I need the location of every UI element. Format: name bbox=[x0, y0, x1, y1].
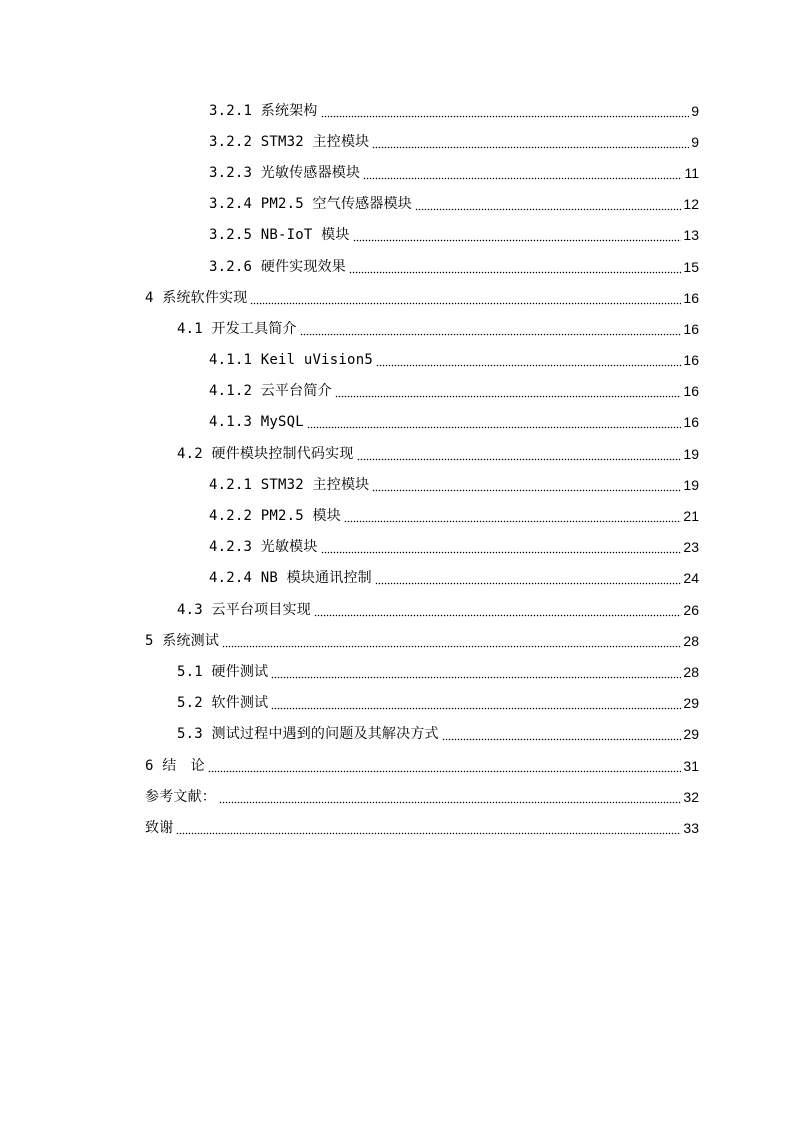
toc-dot-leader bbox=[376, 353, 681, 367]
toc-entry-page-number: 16 bbox=[683, 289, 699, 306]
toc-entry-title: 3.2.4 PM2.5 空气传感器模块 bbox=[209, 196, 412, 213]
toc-entry-title: 4.2 硬件模块控制代码实现 bbox=[177, 445, 354, 462]
toc-entry-title: 4.3 云平台项目实现 bbox=[177, 601, 311, 618]
toc-entry[interactable] bbox=[0, 469, 793, 500]
toc-entry-page-number: 26 bbox=[683, 601, 699, 618]
toc-dot-leader bbox=[271, 696, 681, 710]
toc-entry-title: 3.2.5 NB-IoT 模块 bbox=[209, 227, 350, 244]
toc-entry[interactable] bbox=[0, 376, 793, 407]
toc-entry[interactable] bbox=[0, 625, 793, 656]
toc-entry[interactable] bbox=[0, 220, 793, 251]
toc-entry-title: 5.1 硬件测试 bbox=[177, 663, 269, 680]
toc-entry-title: 4.1 开发工具简介 bbox=[177, 320, 297, 337]
toc-dot-leader bbox=[349, 260, 681, 274]
toc-entry[interactable] bbox=[0, 688, 793, 719]
toc-dot-leader bbox=[353, 228, 682, 242]
toc-entry-title: 3.2.1 系统架构 bbox=[209, 102, 318, 119]
toc-entry[interactable] bbox=[0, 95, 793, 126]
toc-dot-leader bbox=[300, 322, 682, 336]
toc-entry[interactable] bbox=[0, 500, 793, 531]
table-of-contents bbox=[0, 95, 793, 844]
toc-entry-page-number: 16 bbox=[683, 320, 699, 337]
toc-entry-title: 4.2.4 NB 模块通讯控制 bbox=[209, 570, 372, 587]
toc-dot-leader bbox=[442, 727, 682, 741]
toc-entry-page-number: 11 bbox=[684, 164, 699, 181]
toc-entry-page-number: 29 bbox=[683, 695, 699, 712]
toc-entry[interactable] bbox=[0, 656, 793, 687]
toc-entry-title: 3.2.3 光敏传感器模块 bbox=[209, 164, 361, 181]
toc-entry-page-number: 21 bbox=[683, 508, 699, 525]
toc-entry-title: 6 结 论 bbox=[145, 757, 205, 774]
toc-entry-page-number: 33 bbox=[683, 819, 699, 836]
toc-entry-title: 3.2.6 硬件实现效果 bbox=[209, 258, 346, 275]
toc-entry[interactable] bbox=[0, 157, 793, 188]
toc-entry[interactable] bbox=[0, 189, 793, 220]
toc-entry-title: 4 系统软件实现 bbox=[145, 289, 248, 306]
toc-entry[interactable] bbox=[0, 345, 793, 376]
toc-entry-page-number: 28 bbox=[683, 632, 699, 649]
toc-entry[interactable] bbox=[0, 719, 793, 750]
toc-entry-page-number: 28 bbox=[683, 663, 699, 680]
toc-dot-leader bbox=[208, 759, 682, 773]
toc-entry-page-number: 15 bbox=[683, 258, 699, 275]
toc-entry[interactable] bbox=[0, 438, 793, 469]
toc-entry-page-number: 9 bbox=[691, 102, 699, 119]
toc-entry-title: 4.1.3 MySQL bbox=[209, 414, 304, 431]
toc-entry-page-number: 16 bbox=[683, 383, 699, 400]
toc-dot-leader bbox=[335, 384, 682, 398]
toc-entry[interactable] bbox=[0, 750, 793, 781]
toc-entry-page-number: 16 bbox=[683, 352, 699, 369]
toc-dot-leader bbox=[321, 540, 682, 554]
toc-entry-title: 参考文献： bbox=[145, 788, 216, 805]
toc-entry-page-number: 13 bbox=[683, 227, 699, 244]
toc-entry-title: 4.2.3 光敏模块 bbox=[209, 539, 318, 556]
toc-dot-leader bbox=[372, 135, 689, 149]
toc-dot-leader bbox=[375, 571, 682, 585]
toc-dot-leader bbox=[307, 415, 682, 429]
toc-entry-page-number: 12 bbox=[683, 196, 699, 213]
toc-entry-title: 3.2.2 STM32 主控模块 bbox=[209, 133, 370, 150]
toc-entry-title: 致谢 bbox=[145, 819, 174, 836]
toc-entry-page-number: 19 bbox=[683, 476, 699, 493]
toc-dot-leader bbox=[222, 634, 681, 648]
toc-entry[interactable] bbox=[0, 126, 793, 157]
toc-dot-leader bbox=[363, 166, 682, 180]
toc-dot-leader bbox=[344, 509, 681, 523]
toc-entry-page-number: 19 bbox=[683, 445, 699, 462]
toc-entry[interactable] bbox=[0, 313, 793, 344]
toc-dot-leader bbox=[415, 197, 681, 211]
toc-entry[interactable] bbox=[0, 282, 793, 313]
toc-entry-title: 4.2.1 STM32 主控模块 bbox=[209, 476, 370, 493]
toc-entry-page-number: 31 bbox=[683, 757, 699, 774]
toc-entry-title: 4.2.2 PM2.5 模块 bbox=[209, 508, 341, 525]
toc-entry[interactable] bbox=[0, 251, 793, 282]
toc-entry[interactable] bbox=[0, 532, 793, 563]
toc-entry-title: 5 系统测试 bbox=[145, 632, 220, 649]
toc-entry-title: 4.1.1 Keil uVision5 bbox=[209, 352, 373, 369]
toc-dot-leader bbox=[357, 447, 682, 461]
toc-entry-title: 4.1.2 云平台简介 bbox=[209, 383, 332, 400]
toc-dot-leader bbox=[219, 790, 681, 804]
toc-entry-page-number: 29 bbox=[683, 726, 699, 743]
toc-entry[interactable] bbox=[0, 781, 793, 812]
toc-entry[interactable] bbox=[0, 563, 793, 594]
toc-entry-title: 5.3 测试过程中遇到的问题及其解决方式 bbox=[177, 726, 439, 743]
toc-entry[interactable] bbox=[0, 407, 793, 438]
toc-entry-page-number: 32 bbox=[683, 788, 699, 805]
toc-dot-leader bbox=[271, 665, 681, 679]
toc-dot-leader bbox=[321, 104, 689, 118]
toc-entry-page-number: 23 bbox=[683, 539, 699, 556]
toc-entry-page-number: 24 bbox=[683, 570, 699, 587]
toc-dot-leader bbox=[176, 821, 681, 835]
toc-entry[interactable] bbox=[0, 812, 793, 843]
toc-dot-leader bbox=[250, 291, 681, 305]
toc-entry-title: 5.2 软件测试 bbox=[177, 695, 269, 712]
toc-entry-page-number: 9 bbox=[691, 133, 699, 150]
toc-entry[interactable] bbox=[0, 594, 793, 625]
toc-entry-page-number: 16 bbox=[683, 414, 699, 431]
toc-dot-leader bbox=[372, 478, 681, 492]
toc-dot-leader bbox=[314, 603, 682, 617]
